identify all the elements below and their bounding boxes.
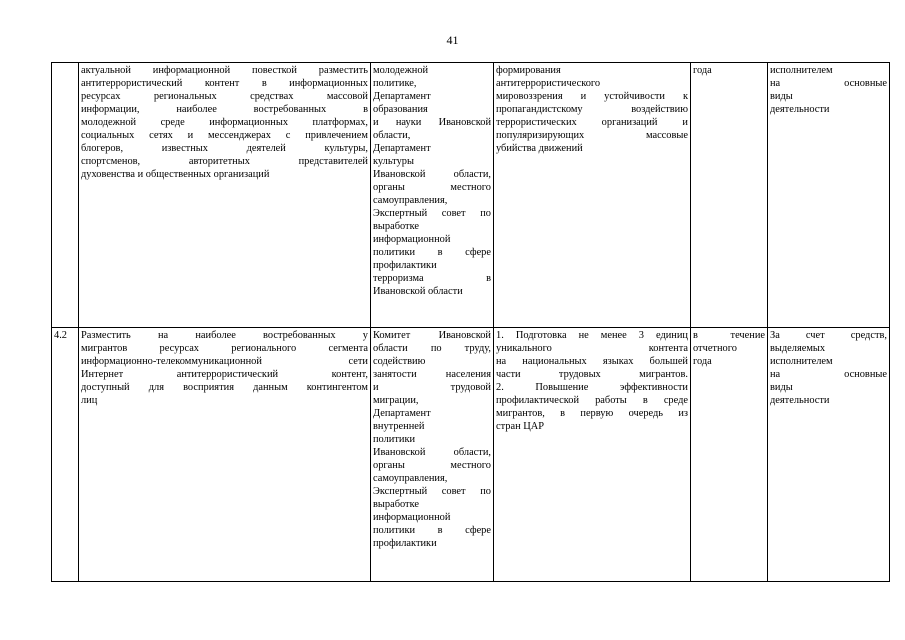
cell-line: стран ЦАР xyxy=(496,421,545,432)
cell-line: спортсменов, авторитетных представителей xyxy=(81,156,368,167)
cell-line: на основные xyxy=(770,78,887,89)
cell-line: Экспертный совет по xyxy=(373,208,491,219)
executors-cell xyxy=(371,63,494,328)
cell-line: политики в сфере xyxy=(373,525,491,536)
cell-line: Разместить на наиболее востребованных у xyxy=(81,330,368,341)
row-number-cell: 4.2 xyxy=(52,328,79,582)
cell-line: политики xyxy=(373,434,416,445)
cell-line: Департамент xyxy=(373,91,431,102)
cell-line: лиц xyxy=(81,395,98,406)
cell-line: и науки Ивановской xyxy=(373,117,491,128)
cell-line: информационной xyxy=(373,234,451,245)
cell-line: части трудовых мигрантов. xyxy=(496,369,688,380)
cell-line: мигрантов, в первую очередь из xyxy=(496,408,688,419)
cell-line: отчетного xyxy=(693,343,737,354)
cell-line: профилактики xyxy=(373,538,437,549)
cell-line: на основные xyxy=(770,369,887,380)
cell-line: духовенства и общественных организаций xyxy=(81,169,270,180)
cell-line: занятости населения xyxy=(373,369,491,380)
cell-line: социальных сетях и мессенджерах с привлечением xyxy=(81,130,368,141)
cell-line: исполнителем xyxy=(770,356,833,367)
cell-line: образования xyxy=(373,104,428,115)
cell-line: Департамент xyxy=(373,408,431,419)
cell-line: террористических организаций и xyxy=(496,117,688,128)
page-number: 41 xyxy=(446,33,459,47)
table-row xyxy=(52,328,890,582)
cell-line: мировоззрения и устойчивости к xyxy=(496,91,688,102)
measure-cell xyxy=(79,328,371,582)
cell-line: молодежной среде информационных платформах, xyxy=(81,117,368,128)
cell-line: За счет средств, xyxy=(770,330,887,341)
cell-line: блогеров, известных деятелей культуры, xyxy=(81,143,368,154)
cell-line: области, xyxy=(373,130,411,141)
funding-cell xyxy=(768,63,890,328)
cell-line: Ивановской области, xyxy=(373,169,491,180)
cell-line: Департамент xyxy=(373,143,431,154)
cell-line: деятельности xyxy=(770,395,830,406)
cell-line: Комитет Ивановской xyxy=(373,330,491,341)
cell-line: области по труду, xyxy=(373,343,491,354)
cell-line: выделяемых xyxy=(770,343,826,354)
cell-line: органы местного xyxy=(373,460,491,471)
cell-line: Экспертный совет по xyxy=(373,486,491,497)
cell-line: года xyxy=(693,65,712,76)
table-row xyxy=(52,63,890,328)
expected-results-cell xyxy=(494,63,691,328)
cell-line: Интернет антитеррористический контент, xyxy=(81,369,368,380)
term-cell xyxy=(691,63,768,328)
cell-line: деятельности xyxy=(770,104,830,115)
cell-line: терроризма в xyxy=(373,273,491,284)
cell-line: политики в сфере xyxy=(373,247,491,258)
cell-line: миграции, xyxy=(373,395,419,406)
cell-line: формирования xyxy=(496,65,561,76)
cell-line: Ивановской области xyxy=(373,286,463,297)
measures-table xyxy=(51,62,890,582)
cell-line: выработке xyxy=(373,221,419,232)
cell-line: самоуправления, xyxy=(373,473,448,484)
cell-line: содействию xyxy=(373,356,426,367)
cell-line: виды xyxy=(770,91,793,102)
cell-line: органы местного xyxy=(373,182,491,193)
cell-line: года xyxy=(693,356,712,367)
cell-line: ресурсах региональных средствах массовой xyxy=(81,91,368,102)
measure-cell xyxy=(79,63,371,328)
cell-line: информационно-телекоммуникационной сети xyxy=(81,356,368,367)
cell-line: доступный для восприятия данным контингентом xyxy=(81,382,368,393)
cell-line: 1. Подготовка не менее 3 единиц xyxy=(496,330,688,341)
funding-cell xyxy=(768,328,890,582)
expected-results-cell xyxy=(494,328,691,582)
cell-line: убийства движений xyxy=(496,143,583,154)
cell-line: исполнителем xyxy=(770,65,833,76)
cell-line: мигрантов ресурсах регионального сегмента xyxy=(81,343,368,354)
cell-line: и трудовой xyxy=(373,382,491,393)
cell-line: информации, наиболее востребованных в xyxy=(81,104,368,115)
cell-line: профилактической работы в среде xyxy=(496,395,688,406)
cell-line: актуальной информационной повесткой разместить xyxy=(81,65,368,76)
cell-line: культуры xyxy=(373,156,414,167)
cell-line: уникального контента xyxy=(496,343,688,354)
cell-line: молодежной xyxy=(373,65,429,76)
cell-line: в течение xyxy=(693,330,765,341)
cell-line: антитеррористического xyxy=(496,78,601,89)
cell-line: антитеррористический контент в информационных xyxy=(81,78,368,89)
cell-line: Ивановской области, xyxy=(373,447,491,458)
cell-line: на национальных языках большей xyxy=(496,356,688,367)
cell-line: популяризирующих массовые xyxy=(496,130,688,141)
term-cell xyxy=(691,328,768,582)
cell-line: внутренней xyxy=(373,421,425,432)
cell-line: профилактики xyxy=(373,260,437,271)
cell-line: политике, xyxy=(373,78,417,89)
cell-line: самоуправления, xyxy=(373,195,448,206)
cell-line: пропагандистскому воздействию xyxy=(496,104,688,115)
cell-line: 2. Повышение эффективности xyxy=(496,382,688,393)
cell-line: выработке xyxy=(373,499,419,510)
row-number-cell xyxy=(52,63,79,328)
cell-line: виды xyxy=(770,382,793,393)
cell-line: информационной xyxy=(373,512,451,523)
executors-cell xyxy=(371,328,494,582)
